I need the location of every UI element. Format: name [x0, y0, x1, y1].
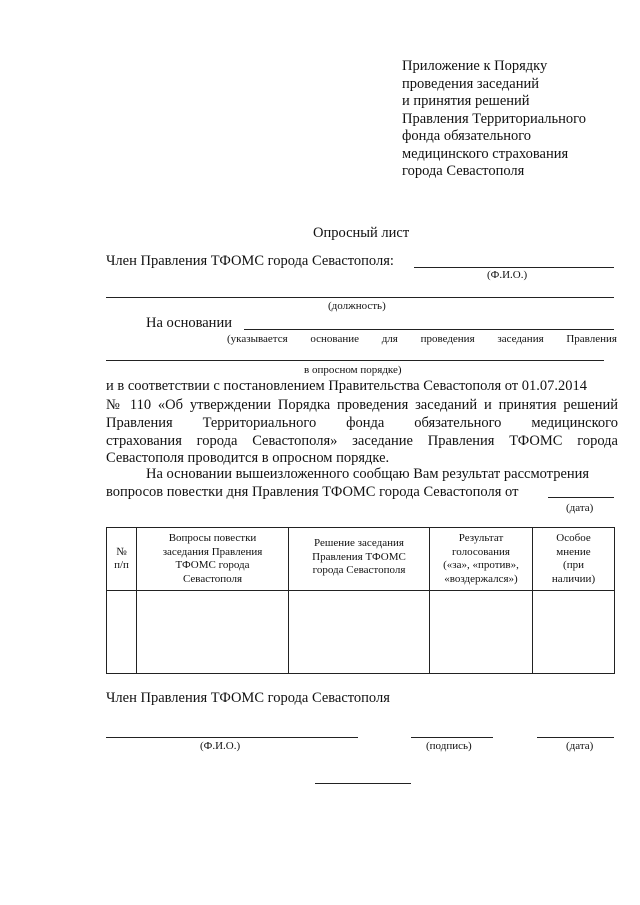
signature-date-line[interactable] [537, 737, 614, 738]
header-line: заседания Правления [162, 545, 263, 558]
signature-fio-hint: (Ф.И.О.) [200, 740, 241, 752]
basis-hint [227, 333, 617, 345]
bottom-rule [315, 783, 411, 784]
basis-hint-word: для [381, 333, 398, 345]
position-hint: (должность) [328, 300, 386, 312]
header-line: п/п [114, 559, 129, 571]
basis-fill-line[interactable] [244, 329, 614, 330]
header-line: ТФОМС города [175, 559, 250, 571]
table-cell[interactable] [137, 591, 289, 674]
appendix-line: проведения заседаний [402, 75, 540, 92]
signature-label: Член Правления ТФОМС города Севастополя [106, 690, 390, 706]
agenda-date-fill-line[interactable] [548, 497, 614, 498]
basis-hint-word: основание [310, 333, 359, 345]
body-line: Правления Территориального фонда обязательного медицинского [106, 415, 618, 431]
appendix-line: Приложение к Порядку [402, 58, 548, 74]
appendix-line: и принятия решений [402, 93, 530, 109]
header-line: наличии) [551, 572, 596, 585]
header-vote-result [430, 528, 533, 591]
header-line: мнение [556, 545, 591, 558]
signature-sign-hint: (подпись) [426, 740, 472, 752]
body-line: страхования города Севастополя» заседание Правления ТФОМС города [106, 433, 618, 449]
body-line: На основании вышеизложенного сообщаю Вам результат рассмотрения [146, 466, 590, 482]
header-line: Правления ТФОМС [312, 550, 406, 563]
body-line: № 110 «Об утверждении Порядка проведения заседаний и принятия решений [106, 397, 618, 413]
table-cell[interactable] [430, 591, 533, 674]
header-line: Решение заседания [314, 537, 404, 549]
header-line: «воздержался») [444, 572, 518, 585]
appendix-line: медицинского страхования [402, 145, 569, 162]
header-line: Севастополя [182, 572, 243, 585]
table-cell[interactable] [533, 591, 615, 674]
body-line: Севастополя проводится в опросном порядке. [106, 450, 390, 466]
header-line: Результат [458, 532, 504, 544]
header-decision [289, 528, 430, 591]
position-fill-line[interactable] [106, 297, 614, 298]
header-line: голосования [451, 545, 510, 558]
signature-fio-line[interactable] [106, 737, 358, 738]
header-line: (при [563, 559, 584, 571]
body-line: и в соответствии с постановлением Правительства Севастополя от 01.07.2014 [106, 378, 588, 394]
voting-table [106, 527, 615, 674]
basis-label: На основании [146, 315, 232, 331]
basis-hint-word: (указывается [227, 333, 288, 345]
header-line: Вопросы повестки [168, 532, 257, 544]
table-header-row [107, 528, 615, 591]
signature-date-hint: (дата) [566, 740, 594, 752]
header-line: № [116, 545, 127, 558]
header-number [107, 528, 137, 591]
table-cell[interactable] [289, 591, 430, 674]
table-cell[interactable] [107, 591, 137, 674]
document-title: Опросный лист [313, 225, 410, 241]
fio-fill-line[interactable] [414, 267, 614, 268]
appendix-line: фонда обязательного [402, 128, 532, 144]
basis-hint-word: проведения [420, 333, 475, 345]
signature-sign-line[interactable] [411, 737, 493, 738]
appendix-line: города Севастополя [402, 163, 525, 179]
agenda-date-hint: (дата) [566, 502, 594, 514]
header-agenda-questions [137, 528, 289, 591]
member-label: Член Правления ТФОМС города Севастополя: [106, 253, 394, 269]
table-row [107, 591, 615, 674]
header-line: («за», «против», [443, 559, 519, 571]
header-line: Особое [556, 532, 591, 544]
basis-hint-word: заседания [497, 333, 544, 345]
body-line: вопросов повестки дня Правления ТФОМС города Севастополя от [106, 484, 519, 500]
appendix-note [402, 58, 586, 181]
basis-hint-word: Правления [566, 333, 617, 345]
header-line: города Севастополя [312, 564, 406, 576]
appendix-line: Правления Территориального [402, 110, 586, 127]
basis-hint-end: в опросном порядке) [304, 364, 402, 376]
header-special-opinion [533, 528, 615, 591]
basis-fill-line-2[interactable] [106, 360, 604, 361]
fio-hint: (Ф.И.О.) [487, 269, 528, 281]
